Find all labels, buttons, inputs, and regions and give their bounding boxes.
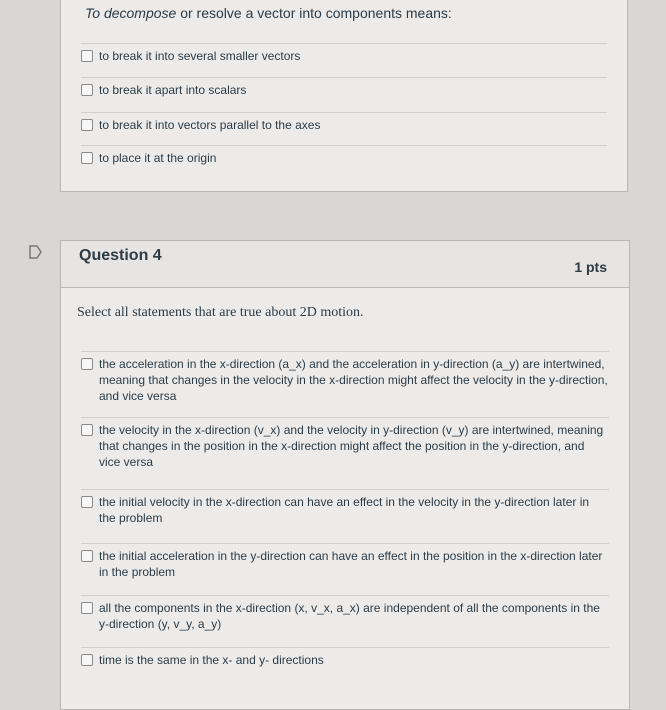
question-4-title: Question 4 [79,247,162,264]
checkbox-icon[interactable] [81,358,93,370]
q3-option-2-label: to break it apart into scalars [99,83,247,97]
checkbox-icon[interactable] [81,152,93,164]
question-4-header [61,241,629,288]
q3-option-4[interactable] [81,145,607,178]
q4-option-3-label: the initial velocity in the x-direction can have an effect in the velocity in the y-direction later in the problem [99,495,590,525]
q4-option-6-label: time is the same in the x- and y- directions [99,653,324,667]
checkbox-icon[interactable] [81,496,93,508]
checkbox-icon[interactable] [81,84,93,96]
checkbox-icon[interactable] [81,602,93,614]
question-3-prompt-emphasis: To decompose [85,5,177,21]
q4-option-3[interactable] [81,489,609,536]
q4-option-1[interactable] [81,351,609,414]
question-3-prompt [85,5,452,21]
q4-option-6[interactable] [81,647,609,682]
q4-option-2-label: the velocity in the x-direction (v_x) and the velocity in y-direction (v_y) are intertwined, meaning that changes in the position in the x-direction might affect the position in the y-direction, and vice versa [99,423,604,469]
q4-option-1-label: the acceleration in the x-direction (a_x) and the acceleration in y-direction (a_y) are intertwined, meaning that changes in the velocity in the x-direction might affect the velocity in the y-direction, and vice versa [99,357,608,403]
checkbox-icon[interactable] [81,119,93,131]
q3-option-3-label: to break it into vectors parallel to the axes [99,118,321,132]
question-3-prompt-text: or resolve a vector into components means: [176,5,452,21]
question-4-prompt: Select all statements that are true about 2D motion. [77,305,364,320]
checkbox-icon[interactable] [81,654,93,666]
q4-option-4-label: the initial acceleration in the y-direction can have an effect in the position in the x-direction later in the problem [99,549,603,579]
q4-option-4[interactable] [81,543,609,590]
q3-option-4-label: to place it at the origin [99,151,217,165]
q4-option-5[interactable] [81,595,609,642]
q4-option-2[interactable] [81,417,609,480]
q3-option-2[interactable] [81,77,607,110]
q3-option-3[interactable] [81,112,607,145]
checkbox-icon[interactable] [81,424,93,436]
question-4-points: 1 pts [574,259,607,275]
checkbox-icon[interactable] [81,50,93,62]
flag-question-icon[interactable] [29,245,43,259]
checkbox-icon[interactable] [81,550,93,562]
question-4-card [60,240,630,710]
q3-option-1[interactable] [81,43,607,76]
q4-option-5-label: all the components in the x-direction (x, v_x, a_x) are independent of all the components in the y-direction (y, v_y, a_y) [99,601,600,631]
question-3-card [60,0,628,192]
q3-option-1-label: to break it into several smaller vectors [99,49,301,63]
